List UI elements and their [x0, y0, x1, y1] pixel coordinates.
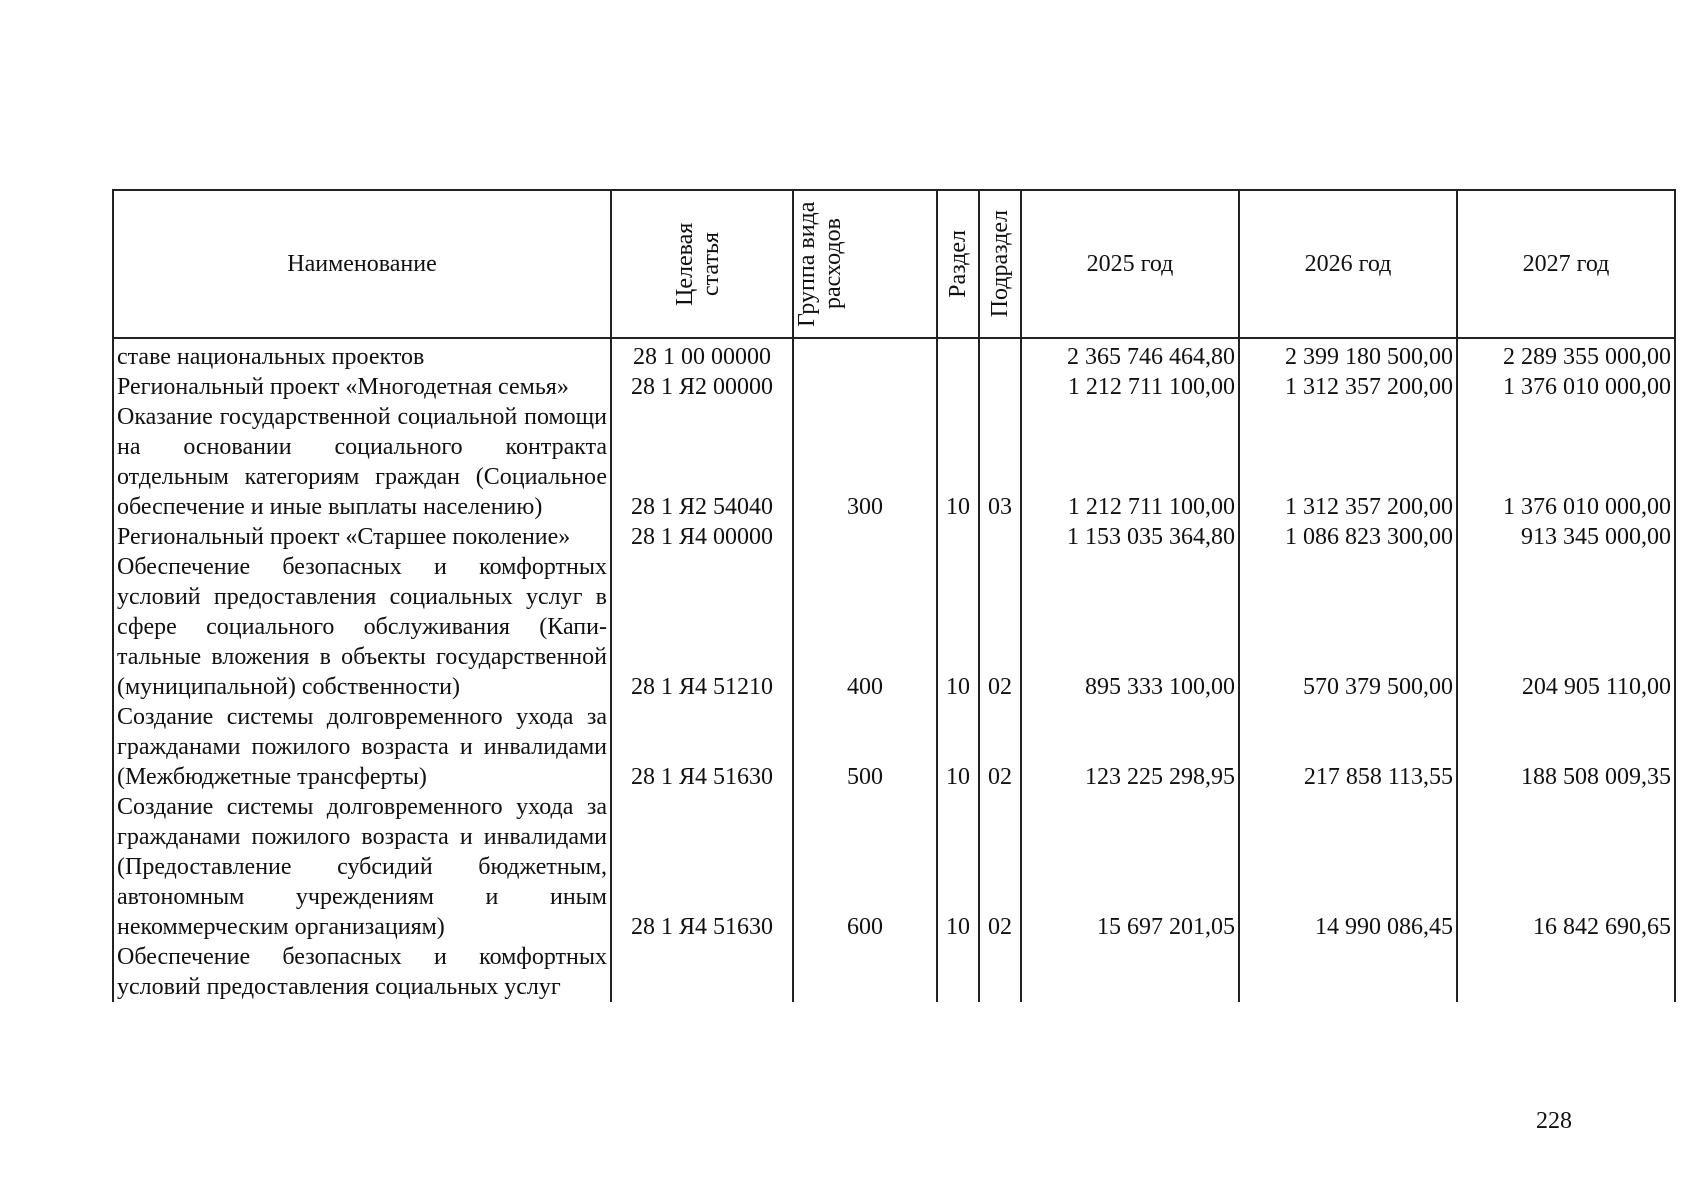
amount-2026-cell: 2 399 180 500,00 — [1239, 338, 1457, 372]
subsection-cell: 03 — [979, 402, 1021, 522]
header-year-2025: 2025 год — [1021, 190, 1239, 338]
amount-2027-cell — [1457, 942, 1675, 1002]
amount-2026-cell: 14 990 086,45 — [1239, 792, 1457, 942]
expense-group-cell — [793, 942, 937, 1002]
header-subsection: Подраздел — [979, 190, 1021, 338]
amount-2025-cell — [1021, 942, 1239, 1002]
target-article-cell: 28 1 Я2 00000 — [611, 372, 793, 402]
target-article-cell — [611, 942, 793, 1002]
expense-group-cell — [793, 372, 937, 402]
header-name: Наименование — [113, 190, 611, 338]
amount-2027-cell: 204 905 110,00 — [1457, 552, 1675, 702]
amount-2025-cell: 1 212 711 100,00 — [1021, 402, 1239, 522]
table-row — [113, 942, 1675, 1002]
section-cell: 10 — [937, 402, 979, 522]
section-cell: 10 — [937, 792, 979, 942]
amount-2026-cell: 1 312 357 200,00 — [1239, 402, 1457, 522]
expense-group-cell: 400 — [793, 552, 937, 702]
amount-2025-cell: 895 333 100,00 — [1021, 552, 1239, 702]
row-name-cell: Региональный проект «Старшее поколение» — [113, 522, 611, 552]
expense-group-cell: 600 — [793, 792, 937, 942]
table-row — [113, 372, 1675, 402]
header-target-article: Целевая статья — [611, 190, 793, 338]
expense-group-cell: 500 — [793, 702, 937, 792]
amount-2025-cell: 1 212 711 100,00 — [1021, 372, 1239, 402]
target-article-cell: 28 1 Я4 00000 — [611, 522, 793, 552]
amount-2027-cell: 1 376 010 000,00 — [1457, 372, 1675, 402]
expense-group-cell: 300 — [793, 402, 937, 522]
subsection-cell — [979, 372, 1021, 402]
table-row — [113, 402, 1675, 522]
page-number: 228 — [1536, 1108, 1572, 1134]
amount-2027-cell: 188 508 009,35 — [1457, 702, 1675, 792]
amount-2026-cell: 217 858 113,55 — [1239, 702, 1457, 792]
subsection-cell: 02 — [979, 792, 1021, 942]
target-article-cell: 28 1 Я2 54040 — [611, 402, 793, 522]
expense-group-cell — [793, 522, 937, 552]
amount-2025-cell: 123 225 298,95 — [1021, 702, 1239, 792]
table-row — [113, 338, 1675, 372]
row-name-cell: Оказание государственной социальной помощи на основании социального контракта отдельным категориям граждан (Социальное обеспечение и иные выплаты населению) — [113, 402, 611, 522]
amount-2026-cell: 570 379 500,00 — [1239, 552, 1457, 702]
header-year-2026: 2026 год — [1239, 190, 1457, 338]
expense-group-cell — [793, 338, 937, 372]
subsection-cell — [979, 338, 1021, 372]
amount-2026-cell — [1239, 942, 1457, 1002]
section-cell — [937, 338, 979, 372]
amount-2025-cell: 15 697 201,05 — [1021, 792, 1239, 942]
row-name-cell: Обеспечение безопасных и комфортных условий предоставления социальных услуг в сфере социального обслуживания (Капитальные вложения в объекты государственной (муниципальной) собственности) — [113, 552, 611, 702]
header-expense-group: Группа вида расходов — [793, 190, 937, 338]
table-body — [113, 338, 1675, 1002]
row-name-cell: Обеспечение безопасных и комфортных условий предоставления социальных услуг — [113, 942, 611, 1002]
section-cell — [937, 522, 979, 552]
target-article-cell: 28 1 Я4 51210 — [611, 552, 793, 702]
target-article-cell: 28 1 Я4 51630 — [611, 792, 793, 942]
subsection-cell: 02 — [979, 702, 1021, 792]
table-row — [113, 702, 1675, 792]
section-cell — [937, 372, 979, 402]
row-name-cell: Создание системы долговременного ухода за гражданами пожилого возраста и инвалидами (Межбюджетные трансферты) — [113, 702, 611, 792]
header-year-2027: 2027 год — [1457, 190, 1675, 338]
header-section: Раздел — [937, 190, 979, 338]
row-name-cell: Региональный проект «Многодетная семья» — [113, 372, 611, 402]
header-row — [113, 190, 1675, 338]
section-cell — [937, 942, 979, 1002]
row-name-cell: ставе национальных проектов — [113, 338, 611, 372]
section-cell: 10 — [937, 552, 979, 702]
budget-table — [112, 189, 1676, 1002]
subsection-cell — [979, 942, 1021, 1002]
amount-2025-cell: 1 153 035 364,80 — [1021, 522, 1239, 552]
row-name-cell: Создание системы долговременного ухода за гражданами пожилого возраста и инвалидами (Предоставление субсидий бюджетным, автономным учреждениям и иным некоммерческим организациям) — [113, 792, 611, 942]
amount-2027-cell: 2 289 355 000,00 — [1457, 338, 1675, 372]
amount-2026-cell: 1 312 357 200,00 — [1239, 372, 1457, 402]
target-article-cell: 28 1 Я4 51630 — [611, 702, 793, 792]
target-article-cell: 28 1 00 00000 — [611, 338, 793, 372]
amount-2027-cell: 913 345 000,00 — [1457, 522, 1675, 552]
amount-2027-cell: 1 376 010 000,00 — [1457, 402, 1675, 522]
subsection-cell: 02 — [979, 552, 1021, 702]
table-row — [113, 522, 1675, 552]
amount-2025-cell: 2 365 746 464,80 — [1021, 338, 1239, 372]
amount-2026-cell: 1 086 823 300,00 — [1239, 522, 1457, 552]
table-row — [113, 792, 1675, 942]
subsection-cell — [979, 522, 1021, 552]
table-row — [113, 552, 1675, 702]
section-cell: 10 — [937, 702, 979, 792]
amount-2027-cell: 16 842 690,65 — [1457, 792, 1675, 942]
